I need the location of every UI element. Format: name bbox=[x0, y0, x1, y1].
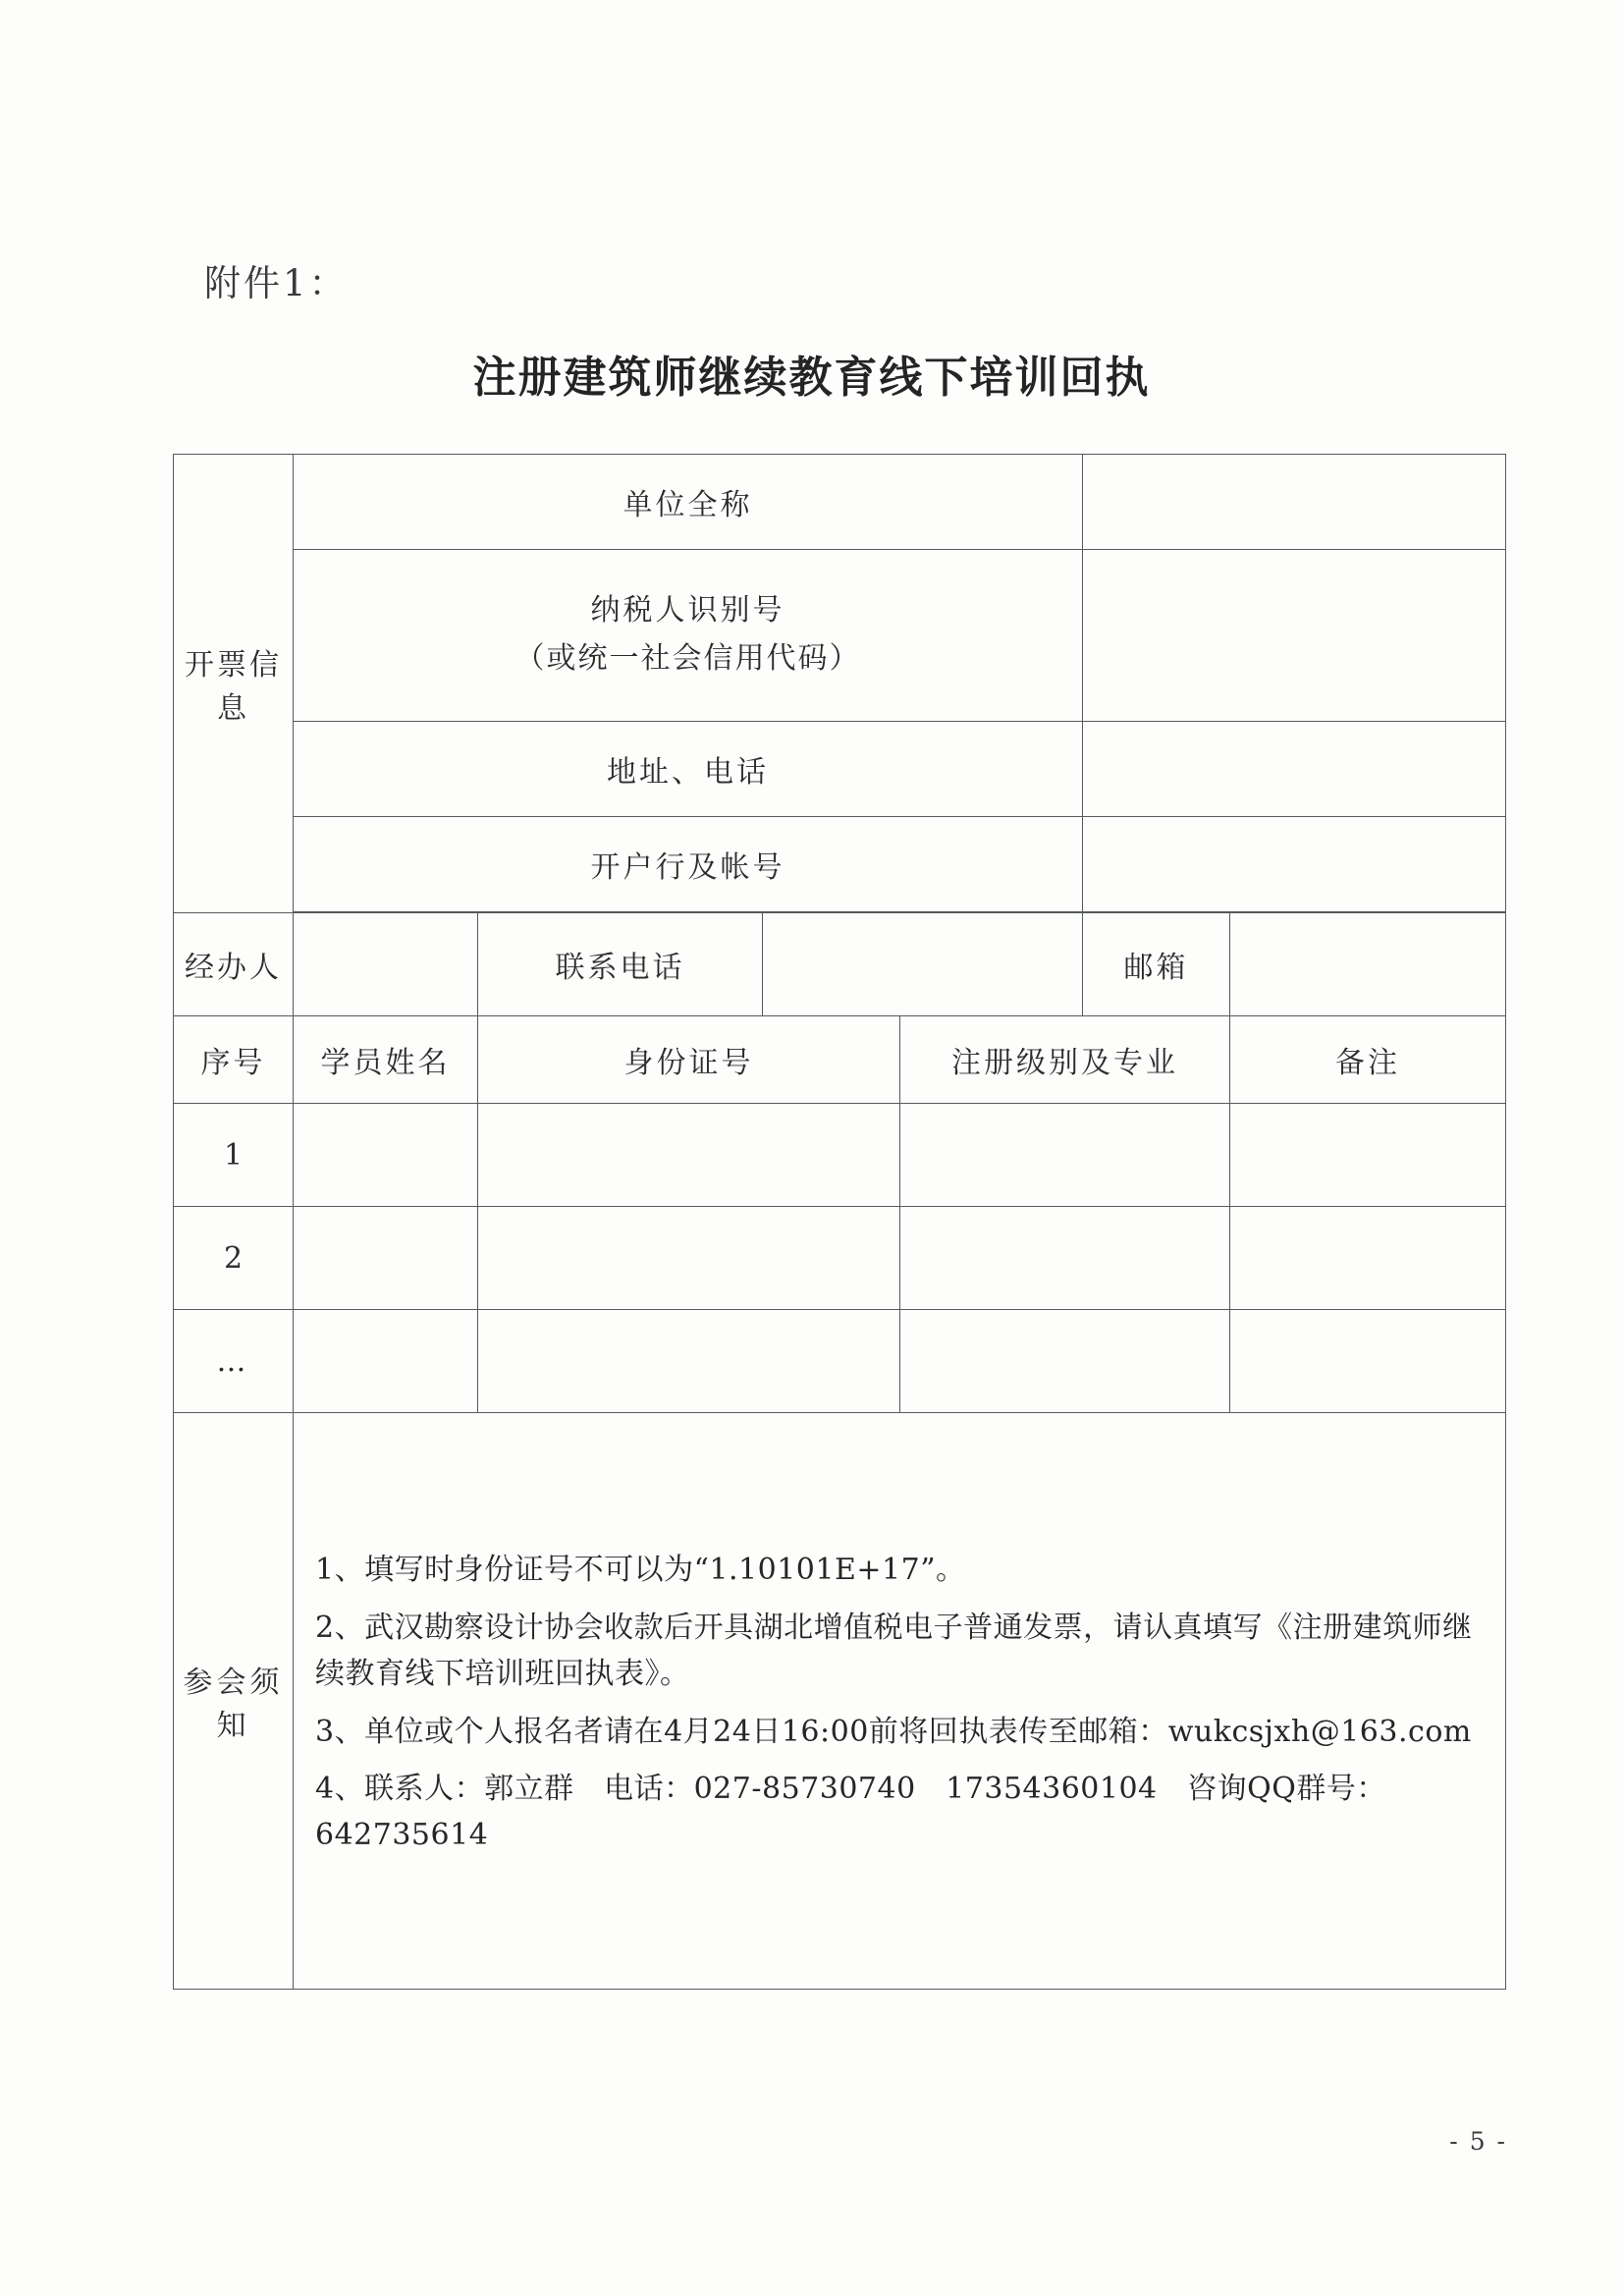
cell-student-name[interactable] bbox=[294, 1207, 478, 1310]
note-item-3: 3、单位或个人报名者请在4月24日16:00前将回执表传至邮箱：wukcsjxh@163.com bbox=[315, 1714, 1472, 1749]
note-item-4: 4、联系人：郭立群 电话：027-85730740 17354360104 咨询QQ群号：642735614 bbox=[315, 1771, 1386, 1853]
label-taxpayer-id-line2: （或统一社会信用代码） bbox=[514, 641, 861, 676]
note-item-1: 1、填写时身份证号不可以为“1.10101E+17”。 bbox=[315, 1553, 966, 1588]
cell-student-name[interactable] bbox=[294, 1104, 478, 1207]
column-header-id-number: 身份证号 bbox=[478, 1016, 900, 1104]
column-header-level-major: 注册级别及专业 bbox=[900, 1016, 1230, 1104]
note-item-2: 2、武汉勘察设计协会收款后开具湖北增值税电子普通发票，请认真填写《注册建筑师继续教育线下培训班回执表》。 bbox=[315, 1610, 1473, 1692]
table-row bbox=[174, 1207, 1506, 1310]
table-header-row-students bbox=[174, 1016, 1506, 1104]
cell-seq-ellipsis: … bbox=[174, 1310, 294, 1413]
label-company-full-name: 单位全称 bbox=[294, 455, 1083, 550]
table-row-notes bbox=[174, 1413, 1506, 1990]
label-taxpayer-id-line1: 纳税人识别号 bbox=[590, 593, 785, 629]
label-operator: 经办人 bbox=[174, 913, 294, 1016]
page-number: - 5 - bbox=[1449, 2127, 1507, 2156]
table-row-address-phone bbox=[174, 722, 1506, 817]
table-row-taxpayer-id bbox=[174, 550, 1506, 722]
table-row-bank-account bbox=[174, 817, 1506, 912]
cell-remark[interactable] bbox=[1230, 1207, 1506, 1310]
cell-student-name[interactable] bbox=[294, 1310, 478, 1413]
input-company-full-name[interactable] bbox=[1083, 455, 1506, 550]
column-header-seq: 序号 bbox=[174, 1016, 294, 1104]
input-operator[interactable] bbox=[294, 913, 478, 1016]
cell-level-major[interactable] bbox=[900, 1104, 1230, 1207]
notes-section-body bbox=[294, 1413, 1506, 1990]
page-title: 注册建筑师继续教育线下培训回执 bbox=[472, 353, 1151, 403]
attachment-label: 附件1： bbox=[204, 262, 349, 304]
column-header-student-name: 学员姓名 bbox=[294, 1016, 478, 1104]
input-address-phone[interactable] bbox=[1083, 722, 1506, 817]
table-row-company-name bbox=[174, 455, 1506, 550]
receipt-form-table bbox=[173, 454, 1506, 1990]
input-taxpayer-id[interactable] bbox=[1083, 550, 1506, 722]
cell-remark[interactable] bbox=[1230, 1104, 1506, 1207]
cell-level-major[interactable] bbox=[900, 1310, 1230, 1413]
input-bank-account[interactable] bbox=[1083, 817, 1506, 912]
cell-id-number[interactable] bbox=[478, 1207, 900, 1310]
cell-remark[interactable] bbox=[1230, 1310, 1506, 1413]
label-email: 邮箱 bbox=[1083, 913, 1230, 1016]
column-header-remark: 备注 bbox=[1230, 1016, 1506, 1104]
table-row bbox=[174, 1310, 1506, 1413]
cell-level-major[interactable] bbox=[900, 1207, 1230, 1310]
cell-id-number[interactable] bbox=[478, 1310, 900, 1413]
notes-section-label: 参会须知 bbox=[174, 1413, 294, 1990]
table-row-operator-contact bbox=[174, 913, 1506, 1016]
invoice-section-label: 开票信息 bbox=[174, 455, 294, 913]
input-email[interactable] bbox=[1230, 913, 1506, 1016]
label-address-phone: 地址、电话 bbox=[294, 722, 1083, 817]
label-bank-account: 开户行及帐号 bbox=[294, 817, 1083, 912]
table-row bbox=[174, 1104, 1506, 1207]
cell-seq: 1 bbox=[174, 1104, 294, 1207]
label-contact-phone: 联系电话 bbox=[478, 913, 763, 1016]
label-taxpayer-id bbox=[294, 550, 1083, 722]
cell-id-number[interactable] bbox=[478, 1104, 900, 1207]
input-contact-phone[interactable] bbox=[763, 913, 1083, 1016]
cell-seq: 2 bbox=[174, 1207, 294, 1310]
